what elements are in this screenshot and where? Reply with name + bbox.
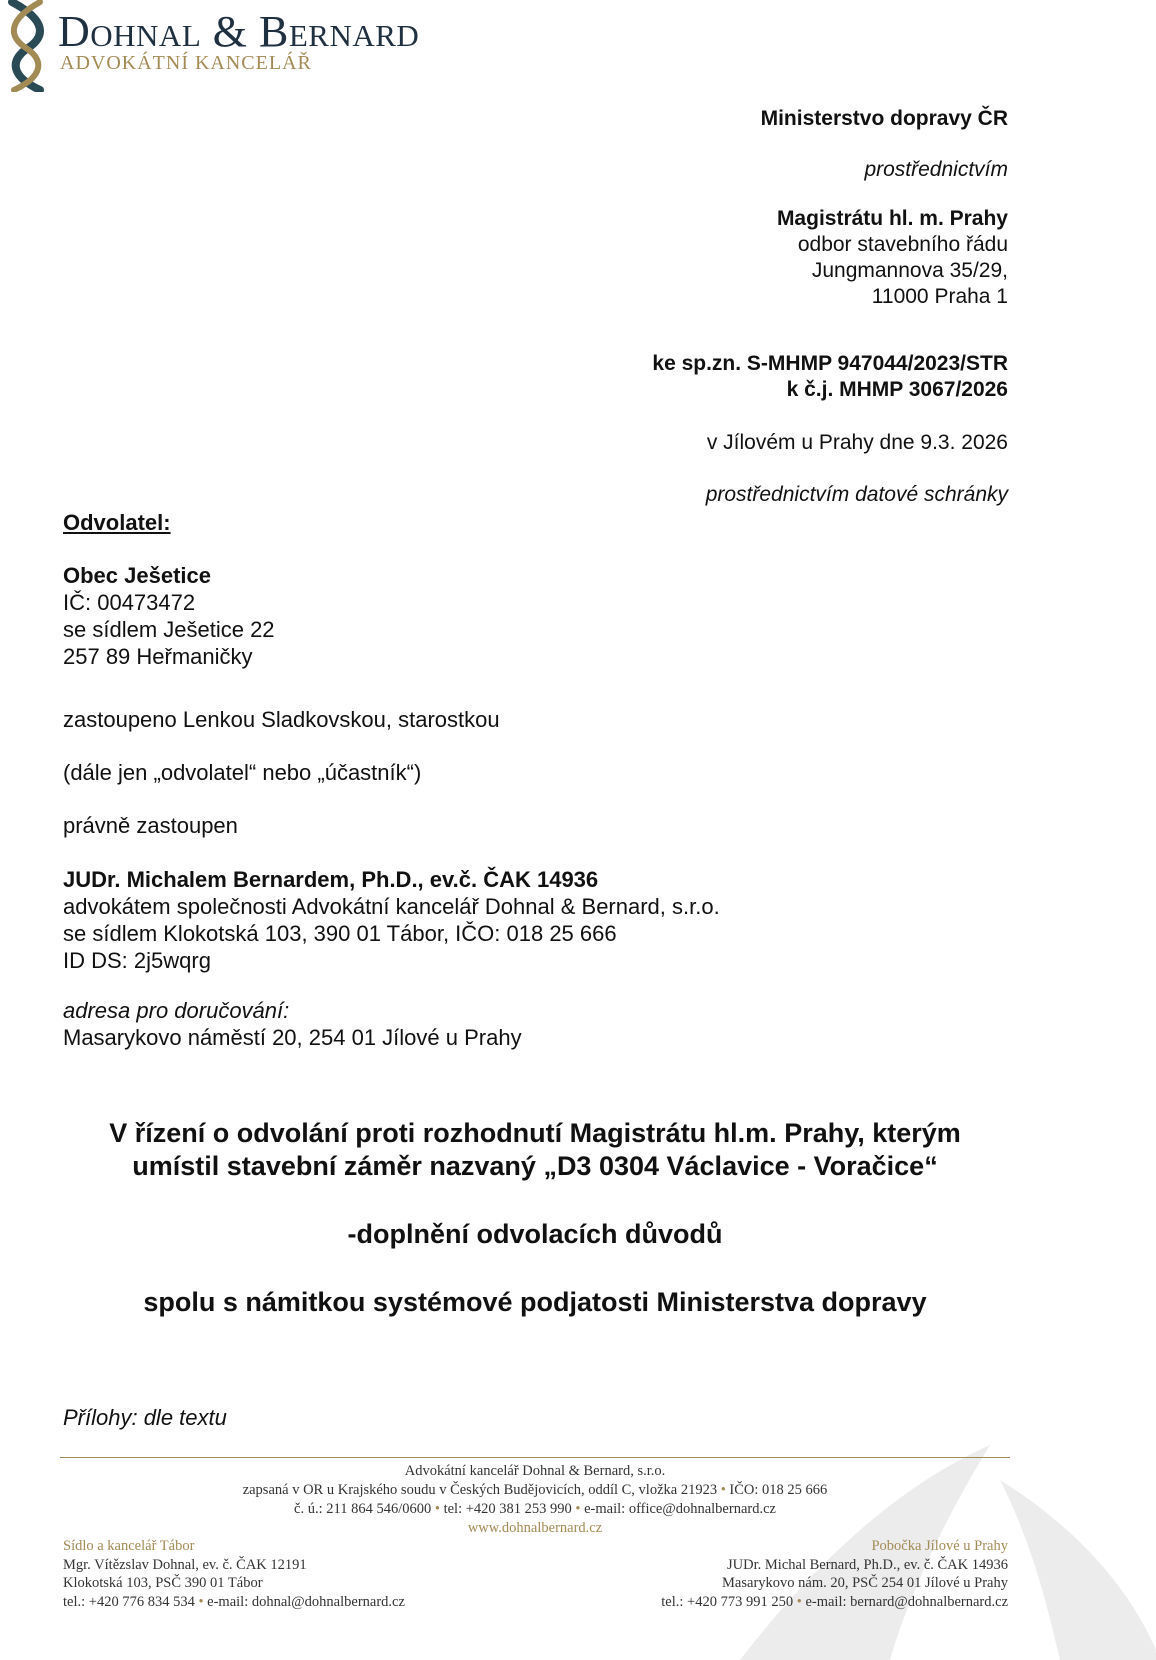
firm-logo xyxy=(0,0,460,92)
helix-logo-icon xyxy=(0,0,56,92)
recipient-city: 11000 Praha 1 xyxy=(871,285,1008,308)
date-line: v Jílovém u Prahy dne 9.3. 2026 xyxy=(706,431,1008,454)
footer-bullet: • xyxy=(720,1482,726,1498)
footer-divider xyxy=(60,1457,1010,1458)
recipient-name: Ministerstvo dopravy ČR xyxy=(760,107,1008,130)
recipient-via: prostřednictvím xyxy=(864,158,1008,181)
branch-tabor-contact xyxy=(63,1593,405,1612)
branch-tabor-person: Mgr. Vítězslav Dohnal, ev. č. ČAK 12191 xyxy=(63,1556,307,1573)
title-line-4: spolu s námitkou systémové podjatosti Ministerstva dopravy xyxy=(143,1287,927,1317)
footer-ico: IČO: 018 25 666 xyxy=(729,1482,828,1498)
footer-branch-jilove xyxy=(661,1537,1008,1611)
branch-jilove-title: Pobočka Jílové u Prahy xyxy=(871,1538,1008,1554)
lawyer-block xyxy=(63,866,720,974)
delivery-address-label: adresa pro doručování: xyxy=(63,998,290,1023)
reference-block xyxy=(652,351,1008,403)
footer-bullet: • xyxy=(198,1593,204,1610)
branch-tabor-address: Klokotská 103, PSČ 390 01 Tábor xyxy=(63,1575,263,1591)
footer-tel: tel: +420 381 253 990 xyxy=(443,1501,572,1517)
recipient-department: odbor stavebního řádu xyxy=(797,233,1008,256)
branch-tabor-tel: tel.: +420 776 834 534 xyxy=(63,1593,195,1610)
footer-branch-tabor xyxy=(63,1537,405,1611)
appellant-seat: se sídlem Ješetice 22 xyxy=(63,617,275,642)
recipient-office-block xyxy=(777,206,1008,310)
branch-jilove-tel: tel.: +420 773 991 250 xyxy=(661,1593,794,1610)
appellant-postal: 257 89 Heřmaničky xyxy=(63,644,253,669)
appellant-heading: Odvolatel: xyxy=(63,510,171,535)
footer-account: č. ú.: 211 864 546/0600 xyxy=(294,1501,432,1517)
branch-jilove-address: Masarykovo nám. 20, PSČ 254 01 Jílové u Prahy xyxy=(722,1575,1008,1591)
file-reference: ke sp.zn. S-MHMP 947044/2023/STR xyxy=(652,352,1008,375)
recipient-office: Magistrátu hl. m. Prahy xyxy=(776,207,1008,230)
footer-company: Advokátní kancelář Dohnal & Bernard, s.r.o. xyxy=(404,1463,666,1479)
footer-web-link[interactable]: www.dohnalbernard.cz xyxy=(467,1520,603,1536)
firm-name: Dohnal & Bernard xyxy=(58,7,420,56)
recipient-street: Jungmannova 35/29, xyxy=(811,259,1008,282)
delivery-address: Masarykovo náměstí 20, 254 01 Jílové u Prahy xyxy=(63,1025,522,1050)
title-line-1: V řízení o odvolání proti rozhodnutí Magistrátu hl.m. Prahy, kterým xyxy=(109,1118,961,1148)
appellant-alias: (dále jen „odvolatel“ nebo „účastník“) xyxy=(63,760,422,785)
appellant-ic: IČ: 00473472 xyxy=(63,590,196,615)
lawyer-seat: se sídlem Klokotská 103, 390 01 Tábor, IČO: 018 25 666 xyxy=(63,921,617,946)
footer-bullet: • xyxy=(796,1593,802,1610)
firm-subtitle: ADVOKÁTNÍ KANCELÁŘ xyxy=(60,52,312,74)
branch-tabor-title: Sídlo a kancelář Tábor xyxy=(63,1538,195,1554)
branch-jilove-contact xyxy=(661,1593,1008,1612)
footer-bullet: • xyxy=(575,1501,581,1517)
title-line-3: -doplnění odvolacích důvodů xyxy=(347,1219,723,1249)
footer-registry-line xyxy=(60,1481,1010,1500)
attachments-note: Přílohy: dle textu xyxy=(63,1405,227,1430)
legal-rep-intro: právně zastoupen xyxy=(63,813,238,838)
delivery-address-block xyxy=(63,997,522,1051)
document-title xyxy=(40,1117,1030,1183)
footer-contact-line xyxy=(60,1500,1010,1519)
footer-company-info xyxy=(60,1462,1010,1538)
appellant-name: Obec Ješetice xyxy=(63,563,211,588)
branch-jilove-person: JUDr. Michal Bernard, Ph.D., ev. č. ČAK 14936 xyxy=(727,1556,1008,1573)
title-line-2: umístil stavební záměr nazvaný „D3 0304 Václavice - Voračice“ xyxy=(132,1151,938,1181)
case-reference: k č.j. MHMP 3067/2026 xyxy=(786,378,1008,401)
data-box-id: ID DS: 2j5wqrg xyxy=(63,948,211,973)
appellant-identity xyxy=(63,562,275,670)
branch-jilove-email[interactable]: e-mail: bernard@dohnalbernard.cz xyxy=(805,1593,1008,1610)
lawyer-firm: advokátem společnosti Advokátní kancelář Dohnal & Bernard, s.r.o. xyxy=(63,894,720,919)
footer-bullet: • xyxy=(434,1501,440,1517)
lawyer-name: JUDr. Michalem Bernardem, Ph.D., ev.č. ČAK 14936 xyxy=(63,867,599,892)
footer-email[interactable]: e-mail: office@dohnalbernard.cz xyxy=(584,1501,776,1517)
delivery-method: prostřednictvím datové schránky xyxy=(705,483,1008,506)
branch-tabor-email[interactable]: e-mail: dohnal@dohnalbernard.cz xyxy=(207,1593,405,1610)
footer-registry: zapsaná v OR u Krajského soudu v Českých Budějovicích, oddíl C, vložka 21923 xyxy=(242,1482,718,1498)
appellant-represented: zastoupeno Lenkou Sladkovskou, starostkou xyxy=(63,707,500,732)
